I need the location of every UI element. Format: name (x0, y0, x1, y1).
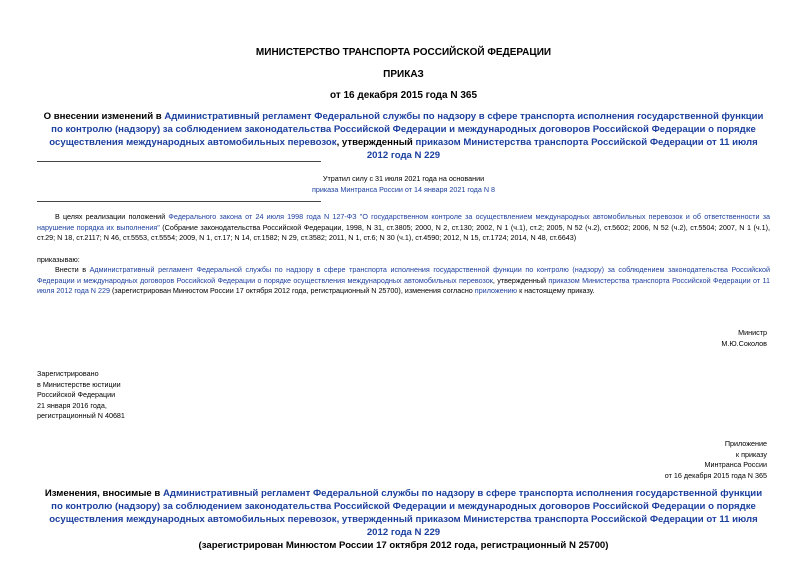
registration-line: регистрационный N 40681 (37, 411, 125, 421)
changes-title-prefix: Изменения, вносимые в (44, 488, 163, 499)
order-suffix: к настоящему приказу. (517, 286, 595, 296)
separator-bottom (37, 201, 321, 202)
title-link-order[interactable]: приказом Министерства транспорта Российской Федерации от 11 июля 2012 года N 229 (366, 137, 758, 161)
order-mid: , утвержденный (492, 275, 549, 285)
document-title (40, 110, 767, 162)
repeal-link[interactable]: приказа Минтранса России от 14 января 2021 года N 8 (311, 184, 496, 194)
repeal-text: Утратил силу с 31 июля 2021 года на основании (322, 174, 485, 183)
changes-title-link[interactable]: Административный регламент Федеральной службы по надзору в сфере транспорта исполнения государственной функции по контролю (надзору) за соблюдением законодательства Российской Федерации и международных договоров Российской Федерации о порядке осуществления международных автомобильных перевозок, утвержденный приказом Министерства транспорта Российской Федерации от 11 июля 2012 года N 229 (49, 488, 763, 538)
registration-line: в Министерстве юстиции (37, 379, 121, 389)
title-link-regulation[interactable]: Административный регламент Федеральной службы по надзору в сфере транспорта исполнения государственной функции по контролю (надзору) за соблюдением законодательства Российской Федерации и международных договоров Российской Федерации о порядке осуществления международных автомобильных перевозок (49, 111, 764, 148)
signature-name: М.Ю.Соколов (721, 338, 767, 348)
ministry-heading: МИНИСТЕРСТВО ТРАНСПОРТА РОССИЙСКОЙ ФЕДЕРАЦИИ (255, 47, 552, 58)
preamble-law-link[interactable]: Федерального закона от 24 июля 1998 года N 127-ФЗ "О государственном контроле за осуществлением международных автомобильных перевозок и об ответственности за нарушение порядка их выполнения" (37, 212, 770, 232)
appendix-line: Приложение (724, 439, 767, 448)
doc-date-number: от 16 декабря 2015 года N 365 (329, 90, 478, 101)
repeal-note (0, 174, 807, 195)
signature-position: Министр (738, 328, 767, 337)
title-mid: , утвержденный (336, 137, 416, 148)
order-command: приказываю: (37, 255, 80, 264)
order-link-order[interactable]: приказом Министерства транспорта Российской Федерации от 11 июля 2012 года N 229 (37, 275, 770, 296)
order-mid2: (зарегистрирован Минюстом России 17 октября 2012 года, регистрационный N 25700), изменения согласно (110, 286, 475, 296)
appendix-line: от 16 декабря 2015 года N 365 (664, 470, 767, 480)
separator-top (37, 161, 321, 162)
order-paragraph (37, 265, 770, 297)
appendix-line: к приказу (735, 449, 767, 459)
preamble-paragraph (37, 212, 770, 244)
changes-title-suffix: (зарегистрирован Минюстом России 17 октября 2012 года, регистрационный N 25700) (198, 540, 609, 551)
registration-line: Зарегистрировано (37, 369, 99, 378)
appendix-block (665, 439, 767, 481)
signature-block (721, 328, 767, 349)
order-prefix: Внести в (55, 265, 90, 274)
title-prefix: О внесении изменений в (43, 111, 165, 122)
appendix-line: Минтранса России (704, 460, 767, 470)
registration-block (37, 369, 125, 422)
order-link-regulation[interactable]: Административный регламент Федеральной службы по надзору в сфере транспорта исполнения государственной функции по контролю (надзору) за соблюдением законодательства Российской Федерации и международных договоров Российской Федерации о порядке осуществления международных автомобильных перевозок (37, 265, 770, 285)
preamble-prefix: В целях реализации положений (55, 212, 169, 221)
changes-title (40, 487, 767, 552)
doc-type-heading: ПРИКАЗ (383, 69, 424, 80)
registration-line: Российской Федерации (37, 390, 116, 400)
preamble-suffix: (Собрание законодательства Российской Федерации, 1998, N 31, ст.3805; 2000, N 2, ст.130; 2002, N 1 (ч.1), ст.2; 2005, N 52 (ч.2), ст.5602; 2006, N 52 (ч.2), ст.5504; 2007, N 1 (ч.1), ст.29; N 18, ст.2117; N 46, ст.5553, ст.5554; 2009, N 1, ст.17; N 14, ст.1582; N 29, ст.3582; 2011, N 1, ст.6; N 30 (ч.1), ст.4590; 2012, N 15, ст.1724; 2014, N 48, ст.6643) (37, 222, 770, 243)
registration-line: 21 января 2016 года, (37, 400, 107, 410)
order-link-appendix[interactable]: приложению (474, 286, 518, 296)
